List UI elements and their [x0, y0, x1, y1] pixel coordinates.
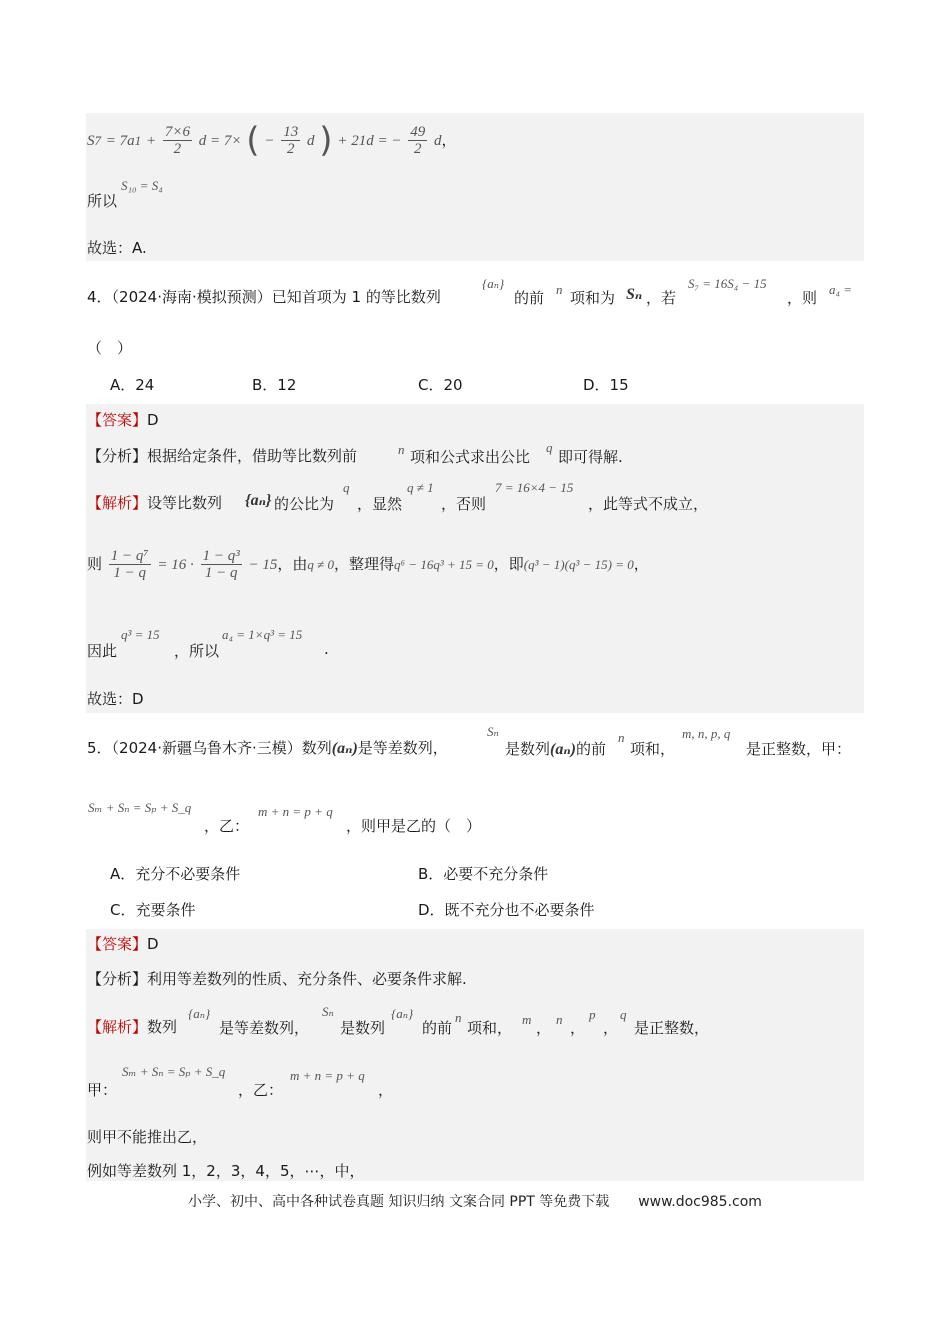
- q5-option-b[interactable]: B．必要不充分条件: [418, 865, 549, 883]
- fraction: $\frac{\text{1 − q⁷}}{1 - q}$: [110, 548, 149, 581]
- q4-number: 4．: [87, 288, 112, 306]
- fraction: $\frac{49}{2}$: [410, 124, 426, 157]
- q5-jia-math: Sₘ + Sₙ = Sₚ + S_q: [88, 800, 192, 815]
- q4-Sn: Sₙ: [626, 286, 643, 303]
- answer-value: D: [147, 935, 159, 953]
- q4-answer: [87, 410, 159, 430]
- q4-choice: 故选：D: [87, 690, 144, 708]
- q5-solution-line4: 例如等差数列 1，2，3，4，5，⋯，中，: [87, 1162, 365, 1180]
- fraction: $\frac{\text{1 − q³}}{1 - q}$: [202, 548, 240, 581]
- q5-solution-line1: 【解析】数列: [87, 1018, 178, 1036]
- s7-formula-s: S: [87, 133, 95, 149]
- q4-seq: {aₙ}: [482, 276, 505, 291]
- page-footer: [0, 1191, 950, 1211]
- q4-sol-seq: {aₙ}: [245, 492, 272, 509]
- q4-option-b[interactable]: B．12: [252, 376, 297, 394]
- s7-formula-eq: = 7a: [105, 133, 135, 149]
- q4-n: n: [556, 282, 563, 297]
- s7-formula-line: S7 = 7a1 + $\frac{7\times 6}{2}$ d = 7× ( − $\frac{13}{2}$ d ) + 21d = − $\frac{49}{2}$ d，: [87, 120, 457, 161]
- q5-option-a[interactable]: A．充分不必要条件: [110, 865, 241, 883]
- q4-paren: （ ）: [87, 339, 133, 357]
- q5-option-d[interactable]: D．既不充分也不必要条件: [418, 901, 595, 919]
- footer-text: 小学、初中、高中各种试卷真题 知识归纳 文案合同 PPT 等免费下载: [188, 1194, 610, 1210]
- q5-solution-line3: 则甲不能推出乙，: [87, 1128, 208, 1146]
- fraction: $\frac{7\times 6}{2}$: [164, 124, 190, 157]
- q4-solution-line1: 【解析】设等比数列: [87, 494, 223, 512]
- q5-answer: [87, 934, 159, 954]
- footer-site-link[interactable]: www.doc985.com: [638, 1194, 762, 1210]
- q4-solution-line3: 因此: [87, 642, 118, 660]
- q5-stem-line1: 5．（2024·新疆乌鲁木齐·三模）数列(aₙ)是等差数列，: [87, 739, 448, 757]
- analysis-tag: 【分析】: [87, 970, 148, 988]
- q4-stem-line: 4．（2024·海南·模拟预测）已知首项为 1 的等比数列: [87, 288, 441, 306]
- q4-solution-line2: 则 $\frac{\text{1 − q⁷}}{1 - q}$ = 16 · $\frac{\text{1 − q³}}{1 - q}$ − 15，由q ≠ 0，整理得q⁶ − 16q³ + 15 = 0，即(q³ − 1)(q³ − 15) = 0，: [87, 548, 649, 581]
- q4-analysis: 【分析】根据给定条件，借助等比数列前: [87, 447, 358, 465]
- q5-analysis: 【分析】利用等差数列的性质、充分条件、必要条件求解.: [87, 970, 467, 988]
- answer-tag: 【答案】: [87, 411, 148, 429]
- q5-option-c[interactable]: C．充要条件: [110, 901, 196, 919]
- q4-condition: S₇ = 16S₄ − 15: [688, 276, 767, 291]
- q5-solution-line2: 甲：: [87, 1081, 118, 1099]
- q4-option-c[interactable]: C．20: [418, 376, 463, 394]
- answer-value: D: [147, 411, 159, 429]
- analysis-tag: 【分析】: [87, 447, 148, 465]
- q5-yi-math: m + n = p + q: [258, 804, 333, 819]
- q4-option-a[interactable]: A．24: [110, 376, 155, 394]
- so-math: S₁₀ = S₄: [121, 178, 163, 193]
- q4-option-d[interactable]: D．15: [583, 376, 629, 394]
- q5-number: 5．: [87, 739, 112, 757]
- so-label: 所以: [87, 192, 118, 210]
- q4-ask: a₄ =: [829, 282, 853, 297]
- answer-tag: 【答案】: [87, 935, 148, 953]
- top-choice: 故选：A.: [87, 239, 147, 257]
- fraction: $\frac{13}{2}$: [283, 124, 299, 157]
- solution-tag: 【解析】: [87, 494, 148, 512]
- q5-source: （2024·新疆乌鲁木齐·三模）: [111, 739, 302, 757]
- q4-source: （2024·海南·模拟预测）: [111, 288, 272, 306]
- solution-tag: 【解析】: [87, 1018, 148, 1036]
- so-line: [87, 190, 117, 211]
